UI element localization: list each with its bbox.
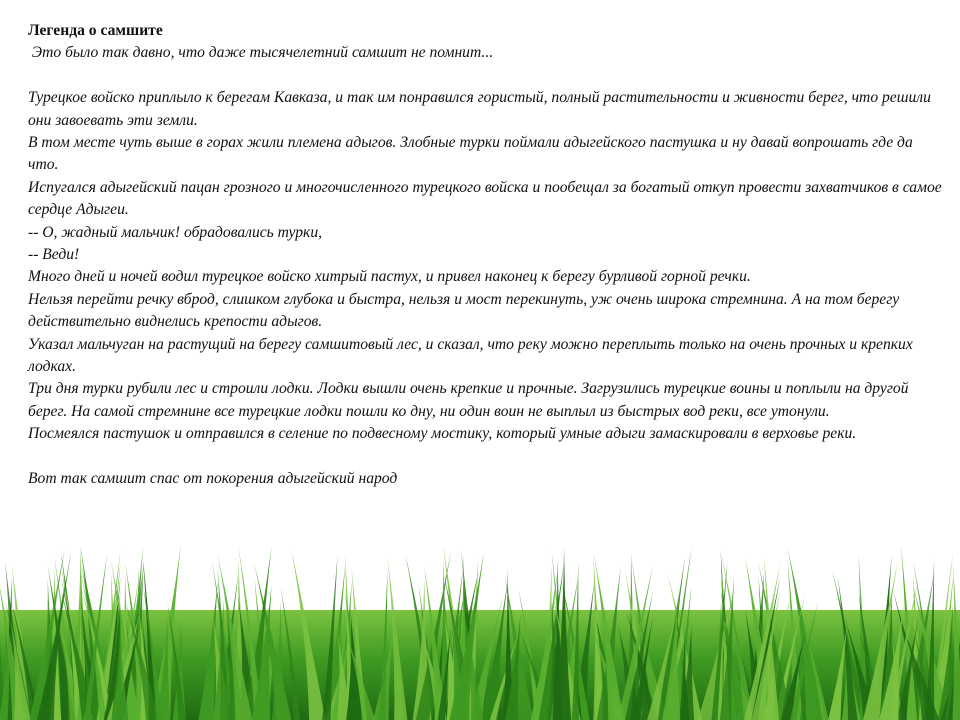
legend-intro: Это было так давно, что даже тысячелетний самшит не помнит... xyxy=(28,44,494,62)
legend-paragraph-7: Нельзя перейти речку вброд, слишком глубока и быстра, нельзя и мост перекинуть, уж очень широка стремнина. А на том берегу действительно виднелись крепости адыгов. xyxy=(28,290,904,331)
legend-paragraph-2: В том месте чуть выше в горах жили племена адыгов. Злобные турки поймали адыгейского пастушка и ну давай вопрошать где да что. xyxy=(28,134,917,174)
legend-paragraph-5: -- Веди! xyxy=(28,246,80,264)
legend-paragraph-9: Три дня турки рубили лес и строили лодки. Лодки вышли очень крепкие и прочные. Загрузились турецкие воины и поплыли на другой берег. На самой стремнине все турецкие лодки пошли ко дну, ни один воин не выплыл из быстрых вод реки, все утонули. xyxy=(28,380,913,420)
legend-paragraph-3: Испугался адыгейский пацан грозного и многочисленного турецкого войска и пообещал за богатый откуп провести захватчиков в самое сердце Адыгеи. xyxy=(28,178,946,219)
grass-image xyxy=(0,540,960,720)
legend-paragraph-10: Посмеялся пастушок и отправился в селение по подвесному мостику, который умные адыги замаскировали в верховье реки. xyxy=(28,425,857,443)
legend-conclusion: Вот так самшит спас от покорения адыгейский народ xyxy=(28,470,398,488)
legend-paragraph-8: Указал мальчуган на растущий на берегу самшитовый лес, и сказал, что реку можно переплыть только на очень прочных и крепких лодках. xyxy=(28,335,917,376)
legend-text-block xyxy=(28,20,946,491)
legend-title: Легенда о самшите xyxy=(28,22,163,39)
legend-paragraph-6: Много дней и ночей водил турецкое войско хитрый пастух, и привел наконец к берегу бурливой горной речки. xyxy=(28,268,751,286)
legend-paragraph-1: Турецкое войско приплыло к берегам Кавказа, и так им понравился гористый, полный растительности и живности берег, что решили они завоевать эти земли. xyxy=(28,89,935,129)
legend-paragraph-4: -- О, жадный мальчик! обрадовались турки, xyxy=(28,223,323,241)
paragraph-spacer xyxy=(28,446,943,468)
paragraph-spacer xyxy=(28,65,943,87)
